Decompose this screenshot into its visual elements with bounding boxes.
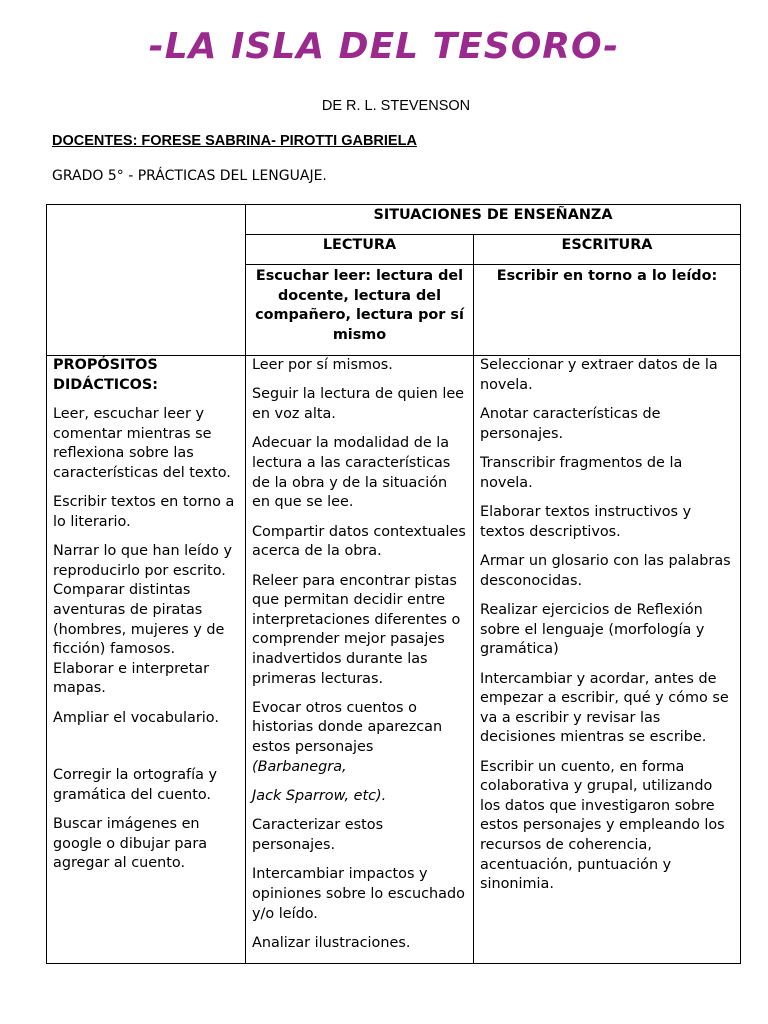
propositos-cell xyxy=(47,356,246,964)
lectura-item: Evocar otros cuentos o historias donde aparezcan estos personajes xyxy=(252,699,443,756)
lectura-item: Leer por sí mismos. xyxy=(252,357,393,373)
escritura-description: Escribir en torno a lo leído: xyxy=(474,265,741,356)
escritura-item: Realizar ejercicios de Reflexión sobre el lenguaje (morfología y gramática) xyxy=(480,601,705,658)
blank-spacer xyxy=(53,738,239,766)
lectura-item-italic: Jack Sparrow, etc). xyxy=(252,788,387,805)
empty-corner-cell xyxy=(47,205,246,356)
teachers-line: DOCENTES: FORESE SABRINA- PIROTTI GABRIELA xyxy=(52,133,417,149)
escritura-item: Elaborar textos instructivos y textos descriptivos. xyxy=(480,503,692,540)
lectura-description: Escuchar leer: lectura del docente, lectura del compañero, lectura por sí mismo xyxy=(246,265,474,356)
lectura-item: Caracterizar estos personajes. xyxy=(252,817,384,854)
escritura-item: Anotar características de personajes. xyxy=(480,405,661,442)
escritura-cell xyxy=(474,356,741,964)
escritura-item: Armar un glosario con las palabras desconocidas. xyxy=(480,552,731,589)
lectura-cell xyxy=(246,356,474,964)
lectura-item: Seguir la lectura de quien lee en voz alta. xyxy=(252,386,465,422)
proposito-item: Buscar imágenes en google o dibujar para agregar al cuento. xyxy=(53,816,208,872)
column-header-lectura: LECTURA xyxy=(246,235,474,265)
propositos-heading: PROPÓSITOS DIDÁCTICOS: xyxy=(53,357,159,393)
lectura-item: Compartir datos contextuales acerca de la obra. xyxy=(252,523,466,560)
proposito-item: Escribir textos en torno a lo literario. xyxy=(53,494,235,530)
proposito-item: Leer, escuchar leer y comentar mientras se reflexiona sobre las características del texto. xyxy=(53,405,231,481)
lectura-item: Releer para encontrar pistas que permitan decidir entre interpretaciones diferentes o comprender mejor pasajes inadvertidos durante las primeras lecturas. xyxy=(252,572,461,687)
lectura-item: Adecuar la modalidad de la lectura a las características de la obra y de la situación en que se lee. xyxy=(252,435,451,511)
author-line: DE R. L. STEVENSON xyxy=(321,98,471,114)
lectura-item-italic: (Barbanegra, xyxy=(252,758,347,775)
lectura-item: Intercambiar impactos y opiniones sobre lo escuchado y/o leído. xyxy=(252,866,465,922)
escritura-item: Seleccionar y extraer datos de la novela. xyxy=(480,357,718,393)
grade-line: GRADO 5° - PRÁCTICAS DEL LENGUAJE. xyxy=(52,168,327,184)
proposito-item: Narrar lo que han leído y reproducirlo por escrito. Comparar distintas aventuras de piratas (hombres, mujeres y de ficción) famosos. Elaborar e interpretar mapas. xyxy=(53,543,233,697)
escritura-item: Transcribir fragmentos de la novela. xyxy=(480,454,683,491)
lectura-item: Analizar ilustraciones. xyxy=(252,935,411,952)
teaching-plan-table xyxy=(46,204,741,964)
proposito-item: Ampliar el vocabulario. xyxy=(53,709,219,726)
proposito-item: Corregir la ortografía y gramática del cuento. xyxy=(53,767,217,803)
escritura-item: Escribir un cuento, en forma colaborativa y grupal, utilizando los datos que investigaron sobre estos personajes y empleando los recursos de coherencia, acentuación, puntuación y sinonimia. xyxy=(480,758,725,893)
document-title: -LA ISLA DEL TESORO- xyxy=(148,26,620,67)
column-header-escritura: ESCRITURA xyxy=(474,235,741,265)
section-header: SITUACIONES DE ENSEÑANZA xyxy=(246,205,741,235)
escritura-item: Intercambiar y acordar, antes de empezar a escribir, qué y cómo se va a escribir y revisar las decisiones mientras se escribe. xyxy=(480,670,729,746)
